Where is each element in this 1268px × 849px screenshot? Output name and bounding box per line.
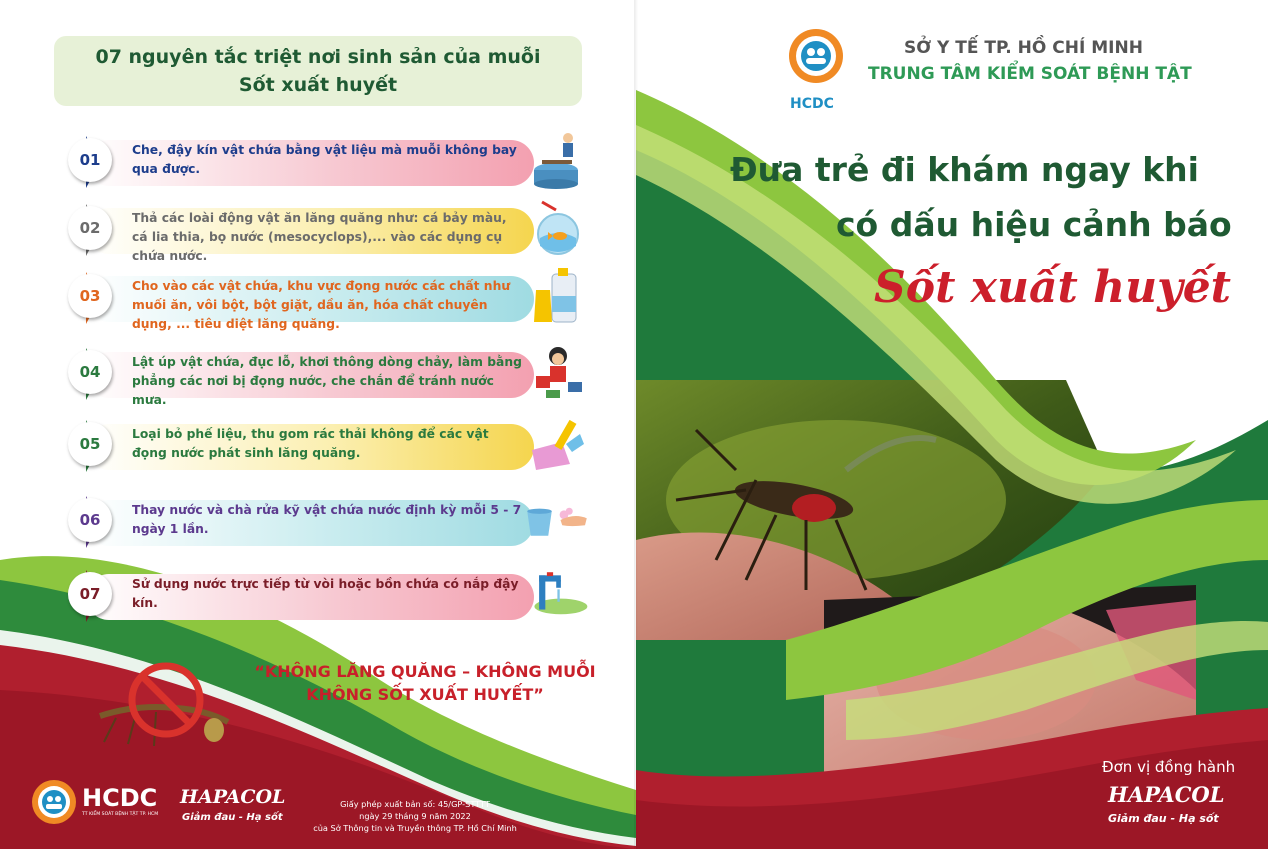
slogan: [240, 660, 610, 706]
step-text: Loại bỏ phế liệu, thu gom rác thải không để các vật đọng nước phát sinh lăng quăng.: [132, 427, 489, 460]
hcdc-small-text: TT KIỂM SOÁT BỆNH TẬT TP. HCM: [82, 812, 159, 817]
fold-line: [634, 0, 638, 849]
step-01: [66, 138, 526, 186]
partner-label: Đơn vị đồng hành: [1102, 758, 1236, 776]
step-text: Thay nước và chà rửa kỹ vật chứa nước định kỳ mỗi 5 - 7 ngày 1 lần.: [132, 503, 522, 536]
hapacol-wordmark-right: HAPACOL: [1108, 782, 1225, 807]
step-05: [66, 422, 526, 470]
hapacol-tagline-right: Giảm đau - Hạ sốt: [1108, 812, 1219, 825]
step-number: 05: [68, 422, 112, 466]
step-number: 04: [68, 350, 112, 394]
step-06: [66, 498, 526, 546]
hcdc-logo-icon: [30, 778, 78, 826]
step-04: [66, 350, 526, 407]
step-text: Sử dụng nước trực tiếp từ vòi hoặc bồn chứa có nắp đậy kín.: [132, 577, 519, 610]
step-number: 07: [68, 572, 112, 616]
right-background: [636, 0, 1268, 849]
step-text: Lật úp vật chứa, đục lỗ, khơi thông dòng chảy, làm bằng phẳng các nơi bị đọng nước, che chắn để tránh nước mưa.: [132, 355, 522, 407]
left-footer: [0, 760, 636, 849]
org-line-1: SỞ Y TẾ TP. HỒ CHÍ MINH: [904, 38, 1143, 58]
step-text: Che, đậy kín vật chứa bằng vật liệu mà muỗi không bay qua được.: [132, 143, 517, 176]
right-panel: [636, 0, 1268, 849]
logo-caption: HCDC: [790, 96, 834, 112]
step-text: Cho vào các vật chứa, khu vực đọng nước các chất như muối ăn, vôi bột, bột giặt, dầu ăn, hóa chất chuyên dụng, ... tiêu diệt lăng quăng.: [132, 279, 511, 331]
license-line-2: ngày 29 tháng 9 năm 2022: [359, 811, 471, 821]
headline-line-1: Đưa trẻ đi khám ngay khi: [730, 150, 1199, 189]
slogan-line-1: “KHÔNG LĂNG QUĂNG – KHÔNG MUỖI: [254, 662, 596, 681]
title-line-1: 07 nguyên tắc triệt nơi sinh sản của muỗi: [95, 46, 541, 68]
step-number: 02: [68, 206, 112, 250]
headline-disease-name: Sốt xuất huyết: [874, 262, 1232, 313]
dustpan-icon: [522, 414, 592, 474]
man-covering-barrel-icon: [522, 130, 592, 190]
headline-line-2: có dấu hiệu cảnh báo: [836, 205, 1232, 244]
license-line-1: Giấy phép xuất bản số: 45/GP-STTTT: [340, 799, 490, 809]
step-07: [66, 572, 526, 620]
hcdc-wordmark: HCDC: [82, 784, 158, 812]
step-number: 01: [68, 138, 112, 182]
title-box: [54, 36, 582, 106]
hcdc-logo-large-icon: [786, 26, 846, 86]
bucket-scrub-icon: [522, 490, 592, 550]
step-02: [66, 206, 526, 263]
child-cleaning-icon: [522, 342, 592, 402]
step-number: 03: [68, 274, 112, 318]
org-line-2: TRUNG TÂM KIỂM SOÁT BỆNH TẬT: [868, 64, 1192, 84]
fish-bowl-icon: [522, 198, 592, 258]
hapacol-wordmark: HAPACOL: [180, 786, 286, 808]
chemical-bottle-icon: [522, 266, 592, 326]
no-mosquito-sign-icon: [96, 660, 236, 752]
hapacol-tagline: Giảm đau - Hạ sốt: [182, 812, 283, 823]
slogan-line-2: KHÔNG SỐT XUẤT HUYẾT”: [306, 685, 544, 704]
license-text: [300, 798, 530, 834]
license-line-3: của Sở Thông tin và Truyền thông TP. Hồ Chí Minh: [313, 823, 517, 833]
water-tap-icon: [522, 564, 592, 624]
step-text: Thả các loài động vật ăn lăng quăng như: cá bảy màu, cá lia thia, bọ nước (mesocyclops),... vào các dụng cụ chứa nước.: [132, 211, 507, 263]
step-number: 06: [68, 498, 112, 542]
title-line-2: Sốt xuất huyết: [238, 74, 398, 96]
step-03: [66, 274, 526, 331]
